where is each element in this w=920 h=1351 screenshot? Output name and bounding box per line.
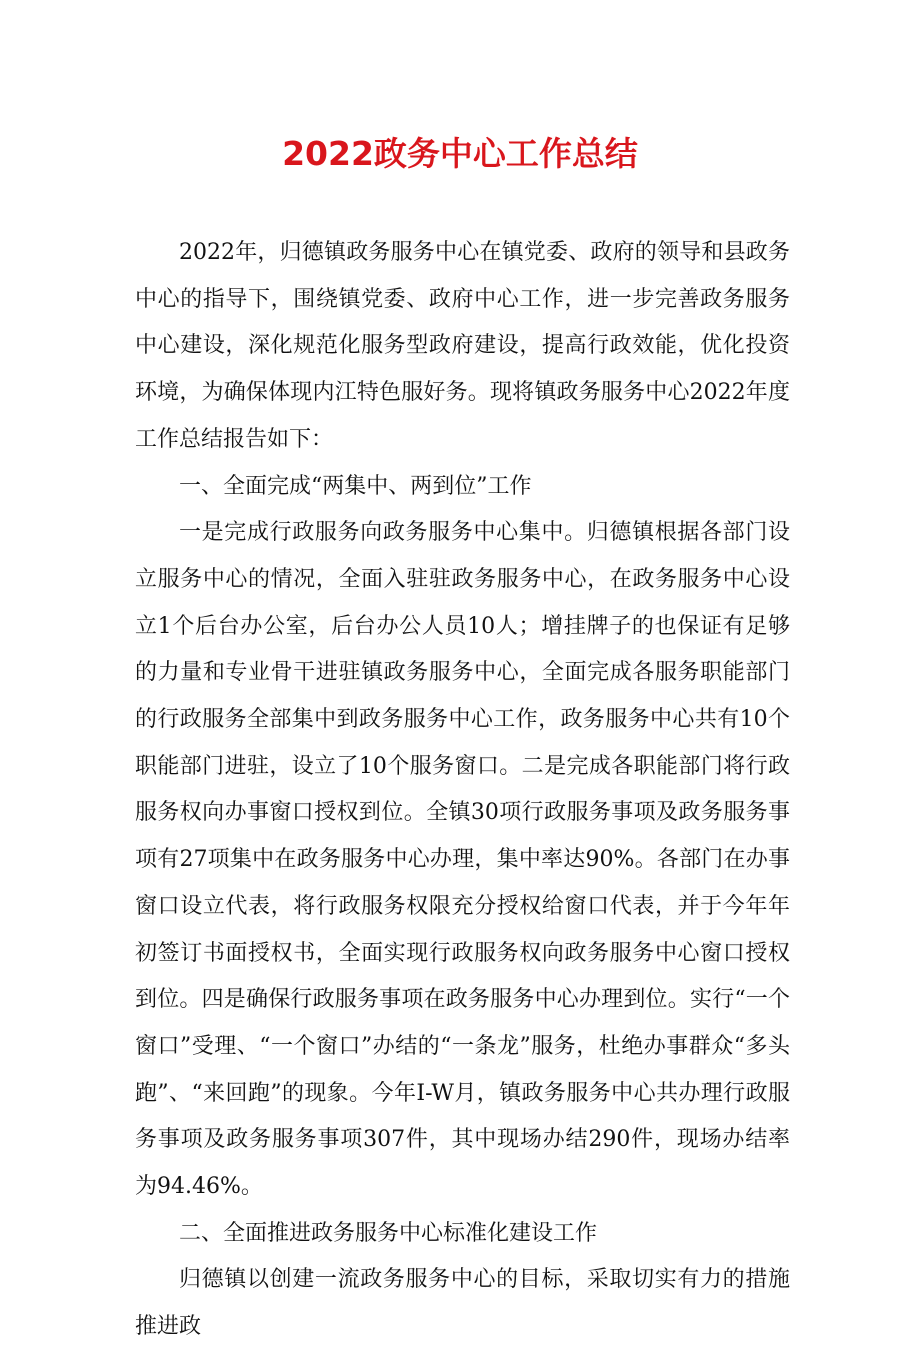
- section-2-paragraph: 归德镇以创建一流政务服务中心的目标，采取切实有力的措施推进政: [135, 1267, 790, 1340]
- section-heading-1: 一、全面完成“两集中、两到位”工作: [179, 473, 532, 499]
- document-body: [135, 230, 790, 1351]
- section-1-paragraph: 一是完成行政服务向政务服务中心集中。归德镇根据各部门设立服务中心的情况，全面入驻驻政务服务中心，在政务服务中心设立1个后台办公室，后台办公人员10人；增挂牌子的也保证有足够的力量和专业骨干进驻镇政务服务中心，全面完成各服务职能部门的行政服务全部集中到政务服务中心工作，政务服务中心共有10个职能部门进驻，设立了10个服务窗口。二是完成各职能部门将行政服务权向办事窗口授权到位。全镇30项行政服务事项及政务服务事项有27项集中在政务服务中心办理，集中率达90%。各部门在办事窗口设立代表，将行政服务权限充分授权给窗口代表，并于今年年初签订书面授权书，全面实现行政服务权向政务服务中心窗口授权到位。四是确保行政服务事项在政务服务中心办理到位。实行“一个窗口”受理、“一个窗口”办结的“一条龙”服务，杜绝办事群众“多头跑”、“来回跑”的现象。今年I-W月，镇政务服务中心共办理行政服务事项及政务服务事项307件，其中现场办结290件，现场办结率为94.46%。: [135, 520, 791, 1200]
- intro-paragraph: 2022年，归德镇政务服务中心在镇党委、政府的领导和县政务中心的指导下，围绕镇党委、政府中心工作，进一步完善政务服务中心建设，深化规范化服务型政府建设，提高行政效能，优化投资环境，为确保体现内江特色服好务。现将镇政务服务中心2022年度工作总结报告如下：: [135, 240, 790, 452]
- section-heading-2: 二、全面推进政务服务中心标准化建设工作: [179, 1220, 598, 1246]
- document-title: 2022政务中心工作总结: [282, 134, 638, 173]
